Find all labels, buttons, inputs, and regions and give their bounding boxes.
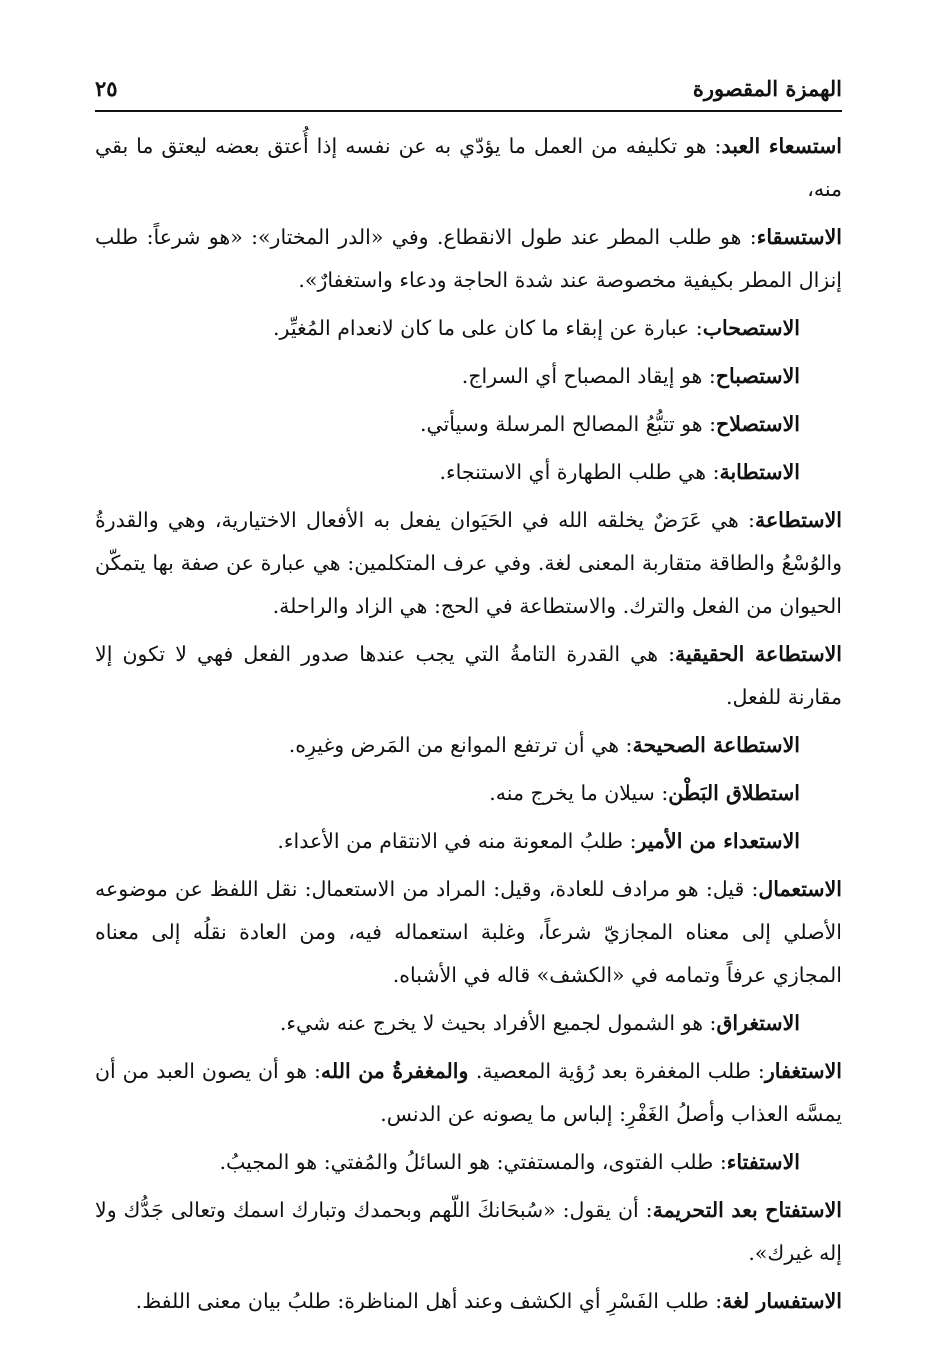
entry-term: الاستعمال — [758, 877, 842, 901]
entry-al-istisqaa — [95, 216, 842, 302]
entry-definition: : طلب الفتوى، والمستفتي: هو السائلُ والمُفتي: هو المجيبُ. — [219, 1150, 727, 1174]
entry-definition: : هو إيقاد المصباح أي السراج. — [461, 364, 716, 388]
entry-al-istighfar — [95, 1050, 842, 1136]
entry-subdefinition: : هو أن يصون العبد من أن يمسَّه العذاب وأصلُ الغَفْرِ: إلباس ما يصونه عن الدنس. — [95, 1059, 842, 1126]
entry-al-istislah — [95, 403, 842, 446]
entry-al-istitaa-as-sahiha — [95, 724, 842, 767]
entry-definition: : طلبُ المعونة منه في الانتقام من الأعداء. — [277, 829, 637, 853]
entry-al-istifta — [95, 1141, 842, 1184]
entry-definition: : طلب المغفرة بعد رُؤية المعصية. — [475, 1059, 765, 1083]
entry-definition: : سيلان ما يخرج منه. — [489, 781, 669, 805]
entry-definition: : هو تكليفه من العمل ما يؤدّي به عن نفسه إذا أُعتق بعضه ليعتق ما بقي منه، — [95, 134, 842, 201]
entry-term: الاستطاعة الصحيحة — [632, 733, 800, 757]
entry-al-istighraq — [95, 1002, 842, 1045]
glossary-body — [95, 125, 842, 1328]
entry-al-istitaa — [95, 499, 842, 628]
entry-term: الاستصحاب — [702, 316, 800, 340]
entry-definition: : هو الشمول لجميع الأفراد بحيث لا يخرج عنه شيء. — [279, 1011, 717, 1035]
entry-definition: : هي عَرَضٌ يخلقه الله في الحَيَوان يفعل به الأفعال الاختيارية، وهي والقدرةُ والوُسْعُ والطاقة متقاربة المعنى لغة. وفي عرف المتكلمين: هي عبارة عن صفة بها يتمكّن الحيوان من الفعل والترك. والاستطاعة في الحج: هي الزاد والراحلة. — [95, 508, 842, 618]
entry-term: الاستطابة — [719, 460, 800, 484]
entry-istitlaq-al-batn — [95, 772, 842, 815]
entry-al-istitaa-al-haqiqiya — [95, 633, 842, 719]
running-title: الهمزة المقصورة — [692, 75, 842, 101]
entry-term: استطلاق البَطْن — [668, 781, 800, 805]
entry-al-istidaa-min-al-amir — [95, 820, 842, 863]
entry-term: الاستغراق — [716, 1011, 800, 1035]
entry-definition: : أن يقول: «سُبحَانكَ اللّهم وبحمدك وتبارك اسمك وتعالى جَدُّك ولا إله غيرك». — [95, 1198, 842, 1265]
entry-term: الاستطاعة الحقيقية — [675, 642, 843, 666]
entry-definition: : هو تتبُّعُ المصالح المرسلة وسيأتي. — [419, 412, 716, 436]
entry-definition: : هي القدرة التامةُ التي يجب عندها صدور الفعل فهي لا تكون إلا مقارنة للفعل. — [95, 642, 842, 709]
entry-term: الاستفسار لغة — [722, 1289, 842, 1313]
entry-al-istiftah — [95, 1189, 842, 1275]
entry-definition: : هو طلب المطر عند طول الانقطاع. وفي «الدر المختار»: «هو شرعاً: طلب إنزال المطر بكيفية مخصوصة عند شدة الحاجة ودعاء واستغفارٌ». — [95, 225, 842, 292]
entry-definition: : هي أن ترتفع الموانع من المَرض وغيرِه. — [288, 733, 633, 757]
entry-term: الاستفتاء — [726, 1150, 800, 1174]
entry-term: الاستغفار — [764, 1059, 842, 1083]
entry-definition: : عبارة عن إبقاء ما كان على ما كان لانعدام المُغيِّر. — [273, 316, 703, 340]
entry-al-istifsar — [95, 1280, 842, 1323]
entry-term: الاستصباح — [715, 364, 800, 388]
entry-term: الاستفتاح بعد التحريمة — [652, 1198, 842, 1222]
entry-term: الاستصلاح — [716, 412, 800, 436]
entry-al-istishab — [95, 307, 842, 350]
page-number: ٢٥ — [95, 75, 118, 101]
entry-istisaa-al-abd — [95, 125, 842, 211]
entry-definition: : طلب الفَسْرِ أي الكشف وعند أهل المناظرة: طلبُ بيان معنى اللفظ. — [135, 1289, 723, 1313]
entry-definition: : هي طلب الطهارة أي الاستنجاء. — [439, 460, 720, 484]
entry-term: الاستسقاء — [756, 225, 842, 249]
entry-term: الاستطاعة — [754, 508, 842, 532]
entry-term: الاستعداء من الأمير — [636, 829, 800, 853]
entry-al-istisbah — [95, 355, 842, 398]
entry-subterm: والمغفرةُ من الله — [320, 1059, 476, 1083]
page-header — [95, 66, 842, 112]
entry-al-istitaba — [95, 451, 842, 494]
entry-term: استسعاء العبد — [721, 134, 842, 158]
entry-definition: : قيل: هو مرادف للعادة، وقيل: المراد من الاستعمال: نقل اللفظ عن موضوعه الأصلي إلى معناه المجازيّ شرعاً، وغلبة استعماله فيه، ومن العادة نقلُه إلى معناه المجازي عرفاً وتمامه في «الكشف» قاله في الأشباه. — [95, 877, 842, 987]
entry-al-istimal — [95, 868, 842, 997]
